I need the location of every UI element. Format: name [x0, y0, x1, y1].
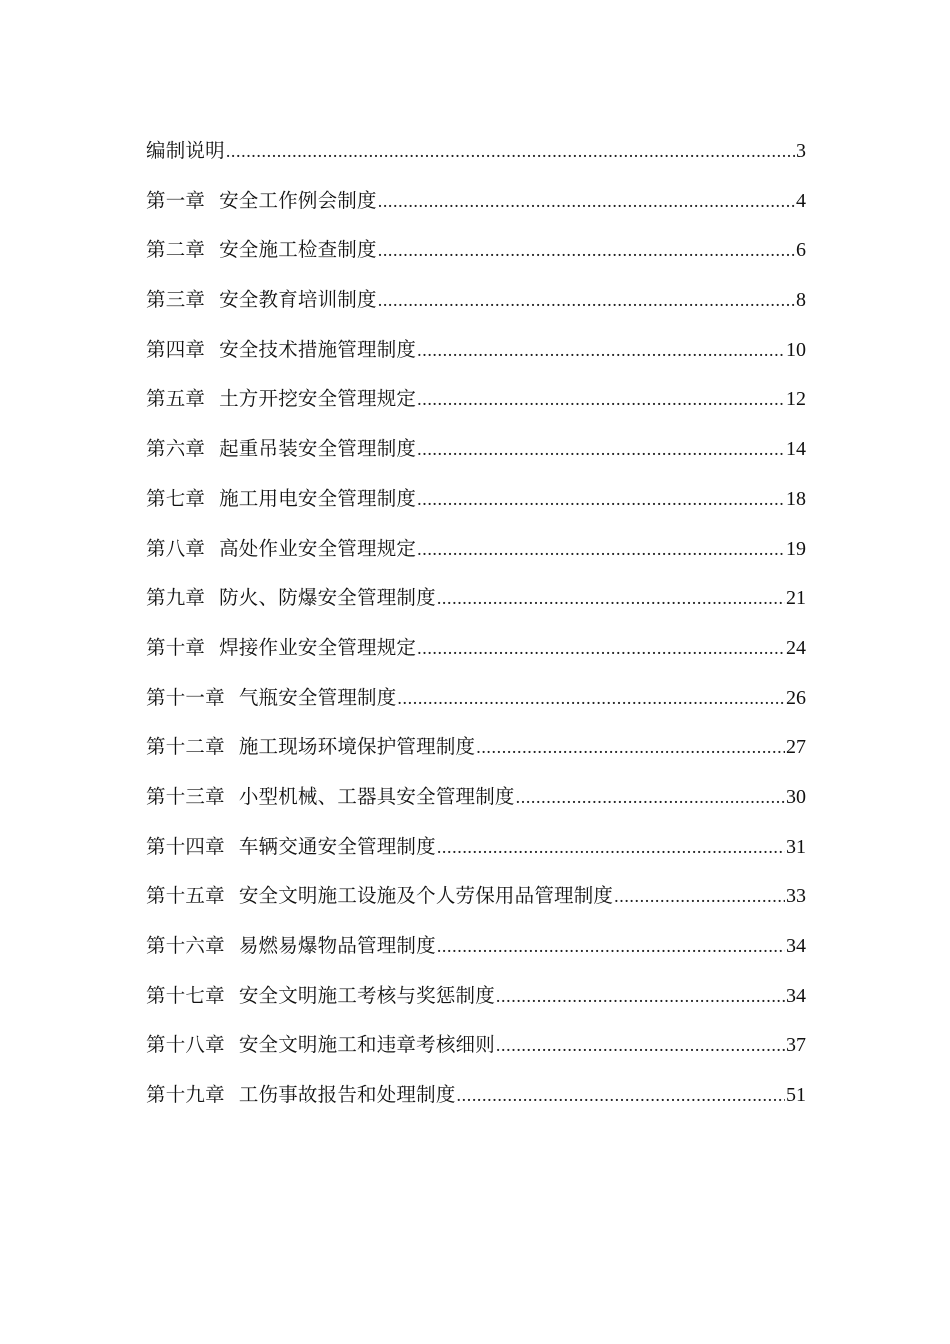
- toc-dot-leader: [496, 976, 785, 1016]
- toc-chapter-number: 第十七章: [146, 983, 225, 1007]
- toc-entry[interactable]: [146, 876, 806, 926]
- toc-entry[interactable]: [146, 727, 806, 777]
- toc-chapter-number: 第十章: [146, 635, 206, 659]
- toc-dot-leader: [614, 876, 785, 916]
- toc-entry-title: [146, 876, 613, 916]
- toc-dot-leader: [417, 529, 785, 569]
- toc-page-number: 30: [786, 785, 806, 808]
- toc-chapter-title: 易燃易爆物品管理制度: [238, 934, 436, 957]
- toc-entry-title: [146, 529, 416, 569]
- toc-page-number: 51: [786, 1084, 806, 1107]
- toc-page-number: 24: [786, 636, 806, 659]
- toc-chapter-title: 防火、防爆安全管理制度: [219, 586, 436, 610]
- toc-entry[interactable]: [146, 429, 806, 479]
- toc-chapter-number: 第十八章: [146, 1033, 225, 1057]
- toc-chapter-number: 第七章: [146, 486, 206, 510]
- toc-page-number: 34: [786, 935, 806, 957]
- toc-entry-title: [146, 429, 416, 469]
- toc-chapter-number: 第九章: [146, 586, 206, 610]
- toc-entry[interactable]: [146, 181, 806, 231]
- table-of-contents: [146, 131, 806, 1125]
- toc-chapter-number: 第十三章: [146, 784, 225, 808]
- toc-dot-leader: [417, 479, 785, 519]
- toc-chapter-number: 第三章: [146, 288, 206, 312]
- toc-page-number: 31: [786, 835, 806, 858]
- toc-entry[interactable]: [146, 628, 806, 678]
- toc-entry[interactable]: [146, 131, 806, 181]
- toc-entry-title: [146, 578, 436, 618]
- toc-entry[interactable]: [146, 280, 806, 330]
- toc-dot-leader: [496, 1025, 785, 1065]
- toc-chapter-title: 安全教育培训制度: [219, 288, 377, 312]
- toc-dot-leader: [378, 280, 795, 320]
- toc-dot-leader: [476, 727, 785, 767]
- toc-page-number: 14: [786, 438, 806, 461]
- toc-chapter-title: 安全文明施工设施及个人劳保用品管理制度: [238, 884, 614, 908]
- toc-chapter-title: 焊接作业安全管理规定: [219, 635, 417, 659]
- toc-page-number: 26: [786, 686, 806, 709]
- toc-chapter-number: 第十二章: [146, 735, 225, 759]
- toc-entry[interactable]: [146, 529, 806, 579]
- toc-entry-title: [146, 678, 396, 718]
- toc-chapter-number: 第十六章: [146, 934, 225, 957]
- toc-page-number: 3: [796, 140, 806, 162]
- toc-chapter-number: 第十五章: [146, 884, 225, 908]
- toc-entry-title: [146, 827, 436, 867]
- toc-chapter-number: 第十九章: [146, 1083, 225, 1107]
- toc-page-number: 10: [786, 338, 806, 361]
- toc-chapter-title: 高处作业安全管理规定: [219, 536, 417, 560]
- toc-entry-title: [146, 181, 377, 221]
- toc-chapter-title: 安全文明施工考核与奖惩制度: [238, 983, 495, 1007]
- toc-dot-leader: [417, 628, 785, 668]
- toc-page-number: 19: [786, 537, 806, 560]
- toc-entry[interactable]: [146, 678, 806, 728]
- toc-entry[interactable]: [146, 330, 806, 380]
- toc-chapter-title: 起重吊装安全管理制度: [219, 437, 417, 461]
- toc-entry-title: [146, 131, 225, 171]
- toc-entry[interactable]: [146, 1025, 806, 1075]
- toc-entry[interactable]: [146, 976, 806, 1026]
- toc-chapter-number: 第十一章: [146, 685, 225, 709]
- toc-entry-title: [146, 628, 416, 668]
- toc-page-number: 33: [786, 885, 806, 908]
- toc-entry-title: [146, 330, 416, 370]
- toc-entry-title: [146, 976, 495, 1016]
- toc-dot-leader: [417, 330, 785, 370]
- toc-page-number: 37: [786, 1034, 806, 1057]
- toc-chapter-title: 车辆交通安全管理制度: [238, 834, 436, 858]
- toc-chapter-title: 小型机械、工器具安全管理制度: [238, 784, 515, 808]
- toc-dot-leader: [516, 777, 785, 817]
- toc-chapter-title: 气瓶安全管理制度: [238, 685, 397, 709]
- toc-page-number: 34: [786, 984, 806, 1007]
- toc-chapter-title: 安全文明施工和违章考核细则: [238, 1033, 495, 1057]
- toc-chapter-number: 第八章: [146, 536, 206, 560]
- toc-chapter-title: 施工用电安全管理制度: [219, 486, 417, 510]
- toc-page-number: 4: [796, 189, 806, 212]
- toc-chapter-title: 土方开挖安全管理规定: [219, 387, 417, 411]
- toc-entry[interactable]: [146, 926, 806, 976]
- toc-entry-title: [146, 479, 416, 519]
- toc-chapter-number: 第四章: [146, 337, 206, 361]
- toc-chapter-title: 安全工作例会制度: [219, 188, 377, 212]
- toc-dot-leader: [457, 1075, 785, 1115]
- toc-dot-leader: [378, 230, 795, 270]
- toc-chapter-title: 施工现场环境保护管理制度: [238, 735, 476, 759]
- toc-chapter-title: 安全技术措施管理制度: [219, 337, 417, 361]
- toc-chapter-number: 第二章: [146, 238, 206, 262]
- toc-chapter-number: 第六章: [146, 437, 206, 461]
- toc-entry-title: [146, 280, 377, 320]
- toc-entry[interactable]: [146, 379, 806, 429]
- toc-entry[interactable]: [146, 777, 806, 827]
- toc-dot-leader: [226, 131, 795, 171]
- toc-page-number: 18: [786, 487, 806, 510]
- toc-chapter-title: 工伤事故报告和处理制度: [238, 1083, 456, 1107]
- toc-dot-leader: [397, 678, 785, 718]
- toc-page-number: 12: [786, 388, 806, 411]
- toc-entry-title: [146, 777, 515, 817]
- toc-dot-leader: [378, 181, 795, 221]
- toc-page-number: 6: [796, 239, 806, 262]
- toc-entry-title: [146, 230, 377, 270]
- toc-page-number: 8: [796, 289, 806, 312]
- toc-dot-leader: [417, 379, 785, 419]
- toc-dot-leader: [437, 578, 785, 618]
- toc-entry[interactable]: [146, 230, 806, 280]
- toc-chapter-title: 安全施工检查制度: [219, 238, 377, 262]
- toc-chapter-number: 第五章: [146, 387, 206, 411]
- toc-chapter-number: 第一章: [146, 188, 206, 212]
- toc-dot-leader: [437, 827, 785, 867]
- toc-entry[interactable]: [146, 1075, 806, 1125]
- toc-chapter-title: 编制说明: [146, 139, 225, 162]
- toc-entry-title: [146, 926, 436, 966]
- toc-page-number: 21: [786, 587, 806, 610]
- toc-entry[interactable]: [146, 827, 806, 877]
- toc-entry-title: [146, 1075, 456, 1115]
- toc-entry[interactable]: [146, 479, 806, 529]
- toc-entry-title: [146, 379, 416, 419]
- toc-page-number: 27: [786, 736, 806, 759]
- toc-dot-leader: [417, 429, 785, 469]
- toc-entry-title: [146, 727, 475, 767]
- toc-dot-leader: [437, 926, 785, 966]
- toc-entry[interactable]: [146, 578, 806, 628]
- toc-entry-title: [146, 1025, 495, 1065]
- toc-chapter-number: 第十四章: [146, 834, 225, 858]
